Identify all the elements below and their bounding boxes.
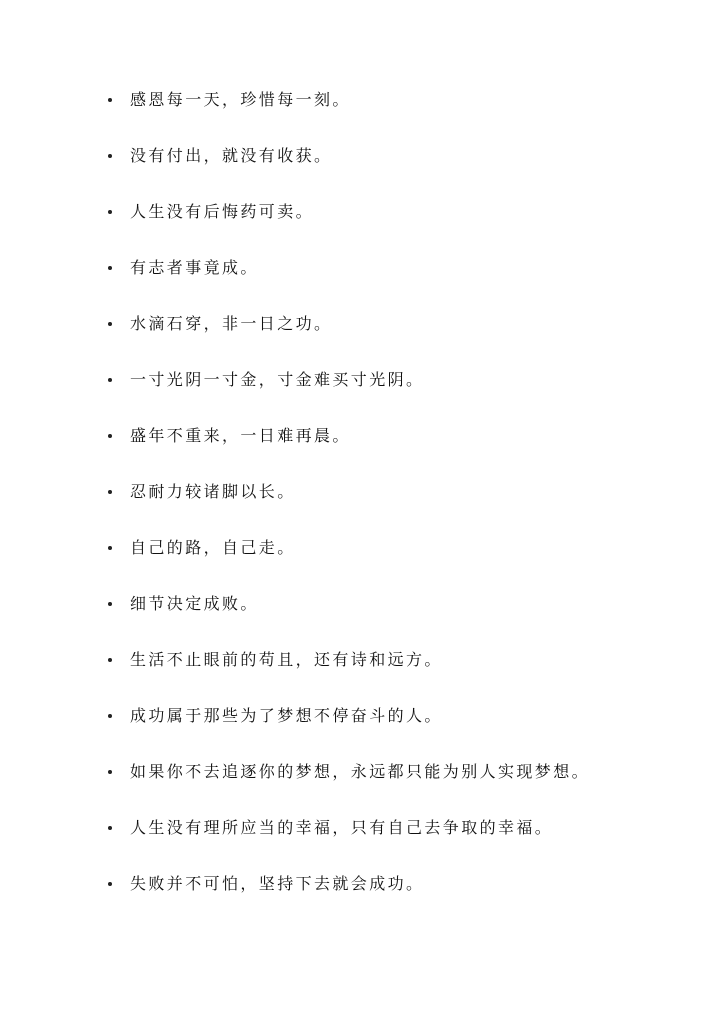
list-item-text: 水滴石穿，非一日之功。 (130, 314, 333, 333)
bullet-icon (108, 658, 112, 662)
list-item (108, 366, 688, 422)
list-item (108, 758, 688, 814)
list-item (108, 590, 688, 646)
bullet-icon (108, 882, 112, 886)
list-item (108, 702, 688, 758)
list-item-text: 如果你不去追逐你的梦想，永远都只能为别人实现梦想。 (130, 762, 591, 781)
list-item (108, 646, 688, 702)
bullet-icon (108, 490, 112, 494)
bullet-icon (108, 602, 112, 606)
list-item-text: 细节决定成败。 (130, 594, 259, 613)
bullet-icon (108, 98, 112, 102)
bullet-icon (108, 266, 112, 270)
list-item (108, 422, 688, 478)
list-item (108, 870, 688, 926)
list-item (108, 814, 688, 870)
bullet-icon (108, 770, 112, 774)
bullet-icon (108, 210, 112, 214)
list-item (108, 478, 688, 534)
list-item (108, 198, 688, 254)
list-item (108, 86, 688, 142)
list-item (108, 534, 688, 590)
list-item-text: 生活不止眼前的苟且，还有诗和远方。 (130, 650, 443, 669)
quote-list (108, 86, 688, 926)
list-item-text: 感恩每一天，珍惜每一刻。 (130, 90, 351, 109)
bullet-icon (108, 322, 112, 326)
list-item-text: 人生没有后悔药可卖。 (130, 202, 315, 221)
list-item-text: 有志者事竟成。 (130, 258, 259, 277)
list-item-text: 成功属于那些为了梦想不停奋斗的人。 (130, 706, 443, 725)
list-item-text: 失败并不可怕，坚持下去就会成功。 (130, 874, 425, 893)
list-item-text: 盛年不重来，一日难再晨。 (130, 426, 351, 445)
list-item (108, 254, 688, 310)
bullet-icon (108, 434, 112, 438)
list-item-text: 没有付出，就没有收获。 (130, 146, 333, 165)
list-item-text: 忍耐力较诸脚以长。 (130, 482, 296, 501)
list-item (108, 310, 688, 366)
list-item-text: 一寸光阴一寸金，寸金难买寸光阴。 (130, 370, 425, 389)
bullet-icon (108, 546, 112, 550)
bullet-icon (108, 826, 112, 830)
bullet-icon (108, 714, 112, 718)
list-item-text: 人生没有理所应当的幸福，只有自己去争取的幸福。 (130, 818, 554, 837)
list-item-text: 自己的路，自己走。 (130, 538, 296, 557)
bullet-icon (108, 154, 112, 158)
list-item (108, 142, 688, 198)
bullet-icon (108, 378, 112, 382)
